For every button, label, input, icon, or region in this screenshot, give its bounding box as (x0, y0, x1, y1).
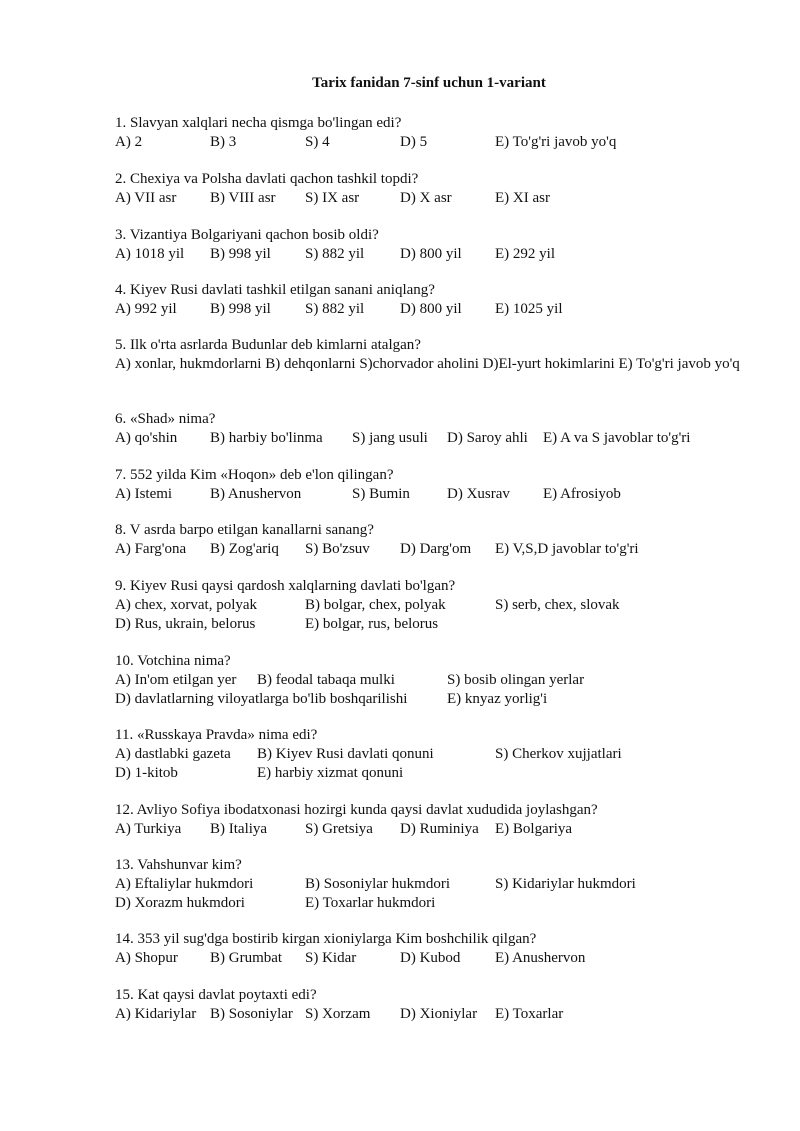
answer-option: A) chex, xorvat, polyak (115, 597, 258, 613)
answer-option: B) 998 yil (210, 301, 271, 317)
answer-option: B) feodal tabaqa mulki (257, 672, 395, 688)
answer-option: A) 992 yil (115, 301, 177, 317)
question-text: 13. Vahshunvar kim? (115, 857, 242, 873)
answer-option: D) 5 (400, 134, 428, 150)
answer-option: D) 800 yil (400, 301, 462, 317)
question-text: 6. «Shad» nima? (115, 411, 216, 427)
answer-option: S) Bo'zsuv (305, 541, 370, 557)
answer-row (115, 189, 755, 208)
question-5 (115, 336, 755, 374)
answer-option: A) In'om etilgan yer (115, 672, 237, 688)
answer-row (115, 820, 755, 839)
answer-option: A) Istemi (115, 486, 173, 502)
answer-option: B) 998 yil (210, 246, 271, 262)
answer-row (115, 300, 755, 319)
question-text: 5. Ilk o'rta asrlarda Budunlar deb kimlarni atalgan? (115, 337, 421, 353)
answer-option: E) Afrosiyob (543, 486, 621, 502)
answer-option: S) 4 (305, 134, 330, 150)
answer-row (115, 875, 755, 894)
question-text: 7. 552 yilda Kim «Hoqon» deb e'lon qilingan? (115, 467, 394, 483)
question-text: 2. Chexiya va Polsha davlati qachon tashkil topdi? (115, 171, 419, 187)
answer-option: D) Darg'om (400, 541, 472, 557)
answer-option: S) jang usuli (352, 430, 428, 446)
question-text: 14. 353 yil sug'dga bostirib kirgan xioniylarga Kim boshchilik qilgan? (115, 931, 537, 947)
answer-option: A) VII asr (115, 190, 177, 206)
answer-row (115, 485, 755, 504)
answer-option: S) Cherkov xujjatlari (495, 746, 622, 762)
question-3 (115, 226, 755, 264)
question-12 (115, 801, 755, 839)
question-text: 12. Avliyo Sofiya ibodatxonasi hozirgi kunda qaysi davlat xududida joylashgan? (115, 802, 598, 818)
answer-option: A) 1018 yil (115, 246, 185, 262)
answer-option: D) 800 yil (400, 246, 462, 262)
question-7 (115, 466, 755, 504)
question-9 (115, 577, 755, 634)
answer-option: B) Anushervon (210, 486, 302, 502)
question-6 (115, 410, 755, 448)
answer-option: E) Toxarlar (495, 1006, 564, 1022)
answer-row (115, 615, 755, 634)
answer-option: A) 2 (115, 134, 143, 150)
answer-row (115, 745, 755, 764)
question-13 (115, 856, 755, 913)
question-4 (115, 281, 755, 319)
answer-option: E) To'g'ri javob yo'q (495, 134, 617, 150)
answer-row (115, 894, 755, 913)
answer-row (115, 671, 755, 690)
answer-option: E) Toxarlar hukmdori (305, 895, 436, 911)
answer-option: S) Gretsiya (305, 821, 373, 837)
question-text: 4. Kiyev Rusi davlati tashkil etilgan sanani aniqlang? (115, 282, 435, 298)
answer-option: B) Italiya (210, 821, 268, 837)
answer-option: E) Bolgariya (495, 821, 573, 837)
answer-option: B) bolgar, chex, polyak (305, 597, 446, 613)
answer-option: D) Saroy ahli (447, 430, 528, 446)
answer-option: S) Kidar (305, 950, 357, 966)
answer-option: S) 882 yil (305, 301, 365, 317)
answer-option: D) Xusrav (447, 486, 510, 502)
answer-option: B) 3 (210, 134, 237, 150)
answer-option: B) Sosoniylar (210, 1006, 293, 1022)
answer-option: A) Shopur (115, 950, 178, 966)
answer-option: B) VIII asr (210, 190, 276, 206)
answer-row (115, 245, 755, 264)
answer-row (115, 596, 755, 615)
answer-option: A) Kidariylar (115, 1006, 197, 1022)
question-text: 11. «Russkaya Pravda» nima edi? (115, 727, 318, 743)
answer-row (115, 690, 755, 709)
question-text: 3. Vizantiya Bolgariyani qachon bosib oldi? (115, 227, 379, 243)
answer-option: B) Kiyev Rusi davlati qonuni (257, 746, 434, 762)
question-1 (115, 114, 755, 152)
answer-option: D) Rus, ukrain, belorus (115, 616, 256, 632)
answer-row (115, 764, 755, 783)
answer-option: E) harbiy xizmat qonuni (257, 765, 404, 781)
question-8 (115, 521, 755, 559)
answer-option: A) Eftaliylar hukmdori (115, 876, 254, 892)
question-2 (115, 170, 755, 208)
answer-text: A) xonlar, hukmdorlarni B) dehqonlarni S)chorvador aholini D)El-yurt hokimlarini E) To'g'ri javob yo'q (115, 356, 740, 372)
answer-option: E) 1025 yil (495, 301, 563, 317)
answer-option: S) serb, chex, slovak (495, 597, 620, 613)
answer-row (115, 949, 755, 968)
question-11 (115, 726, 755, 783)
answer-option: S) bosib olingan yerlar (447, 672, 585, 688)
answer-option: A) Turkiya (115, 821, 182, 837)
answer-option: S) 882 yil (305, 246, 365, 262)
question-text: 1. Slavyan xalqlari necha qismga bo'lingan edi? (115, 115, 402, 131)
answer-option: A) qo'shin (115, 430, 178, 446)
answer-option: D) Xioniylar (400, 1006, 478, 1022)
question-15 (115, 986, 755, 1024)
answer-option: D) X asr (400, 190, 452, 206)
answer-option: D) Kubod (400, 950, 461, 966)
answer-row (115, 1005, 755, 1024)
question-14 (115, 930, 755, 968)
answer-option: A) dastlabki gazeta (115, 746, 231, 762)
answer-option: D) Ruminiya (400, 821, 479, 837)
question-text: 9. Kiyev Rusi qaysi qardosh xalqlarning davlati bo'lgan? (115, 578, 456, 594)
answer-option: E) bolgar, rus, belorus (305, 616, 439, 632)
answer-option: E) V,S,D javoblar to'g'ri (495, 541, 639, 557)
answer-option: S) IX asr (305, 190, 360, 206)
answer-option: B) harbiy bo'linma (210, 430, 323, 446)
answer-option: E) A va S javoblar to'g'ri (543, 430, 691, 446)
question-text: 8. V asrda barpo etilgan kanallarni sanang? (115, 522, 374, 538)
answer-option: S) Xorzam (305, 1006, 371, 1022)
answer-option: E) XI asr (495, 190, 550, 206)
answer-row (115, 540, 755, 559)
answer-option: D) Xorazm hukmdori (115, 895, 245, 911)
answer-option: B) Grumbat (210, 950, 283, 966)
page-title: Tarix fanidan 7-sinf uchun 1-variant (312, 75, 546, 91)
answer-option: E) 292 yil (495, 246, 555, 262)
answer-option: A) Farg'ona (115, 541, 187, 557)
question-text: 15. Kat qaysi davlat poytaxti edi? (115, 987, 317, 1003)
answer-option: D) 1-kitob (115, 765, 178, 781)
answer-option: E) Anushervon (495, 950, 586, 966)
answer-option: S) Kidariylar hukmdori (495, 876, 636, 892)
answer-option: B) Sosoniylar hukmdori (305, 876, 450, 892)
answer-option: B) Zog'ariq (210, 541, 279, 557)
answer-option: E) knyaz yorlig'i (447, 691, 548, 707)
answer-row (115, 133, 755, 152)
answer-row (115, 429, 755, 448)
question-10 (115, 652, 755, 709)
answer-option: S) Bumin (352, 486, 410, 502)
answer-option: D) davlatlarning viloyatlarga bo'lib boshqarilishi (115, 691, 408, 707)
question-text: 10. Votchina nima? (115, 653, 231, 669)
